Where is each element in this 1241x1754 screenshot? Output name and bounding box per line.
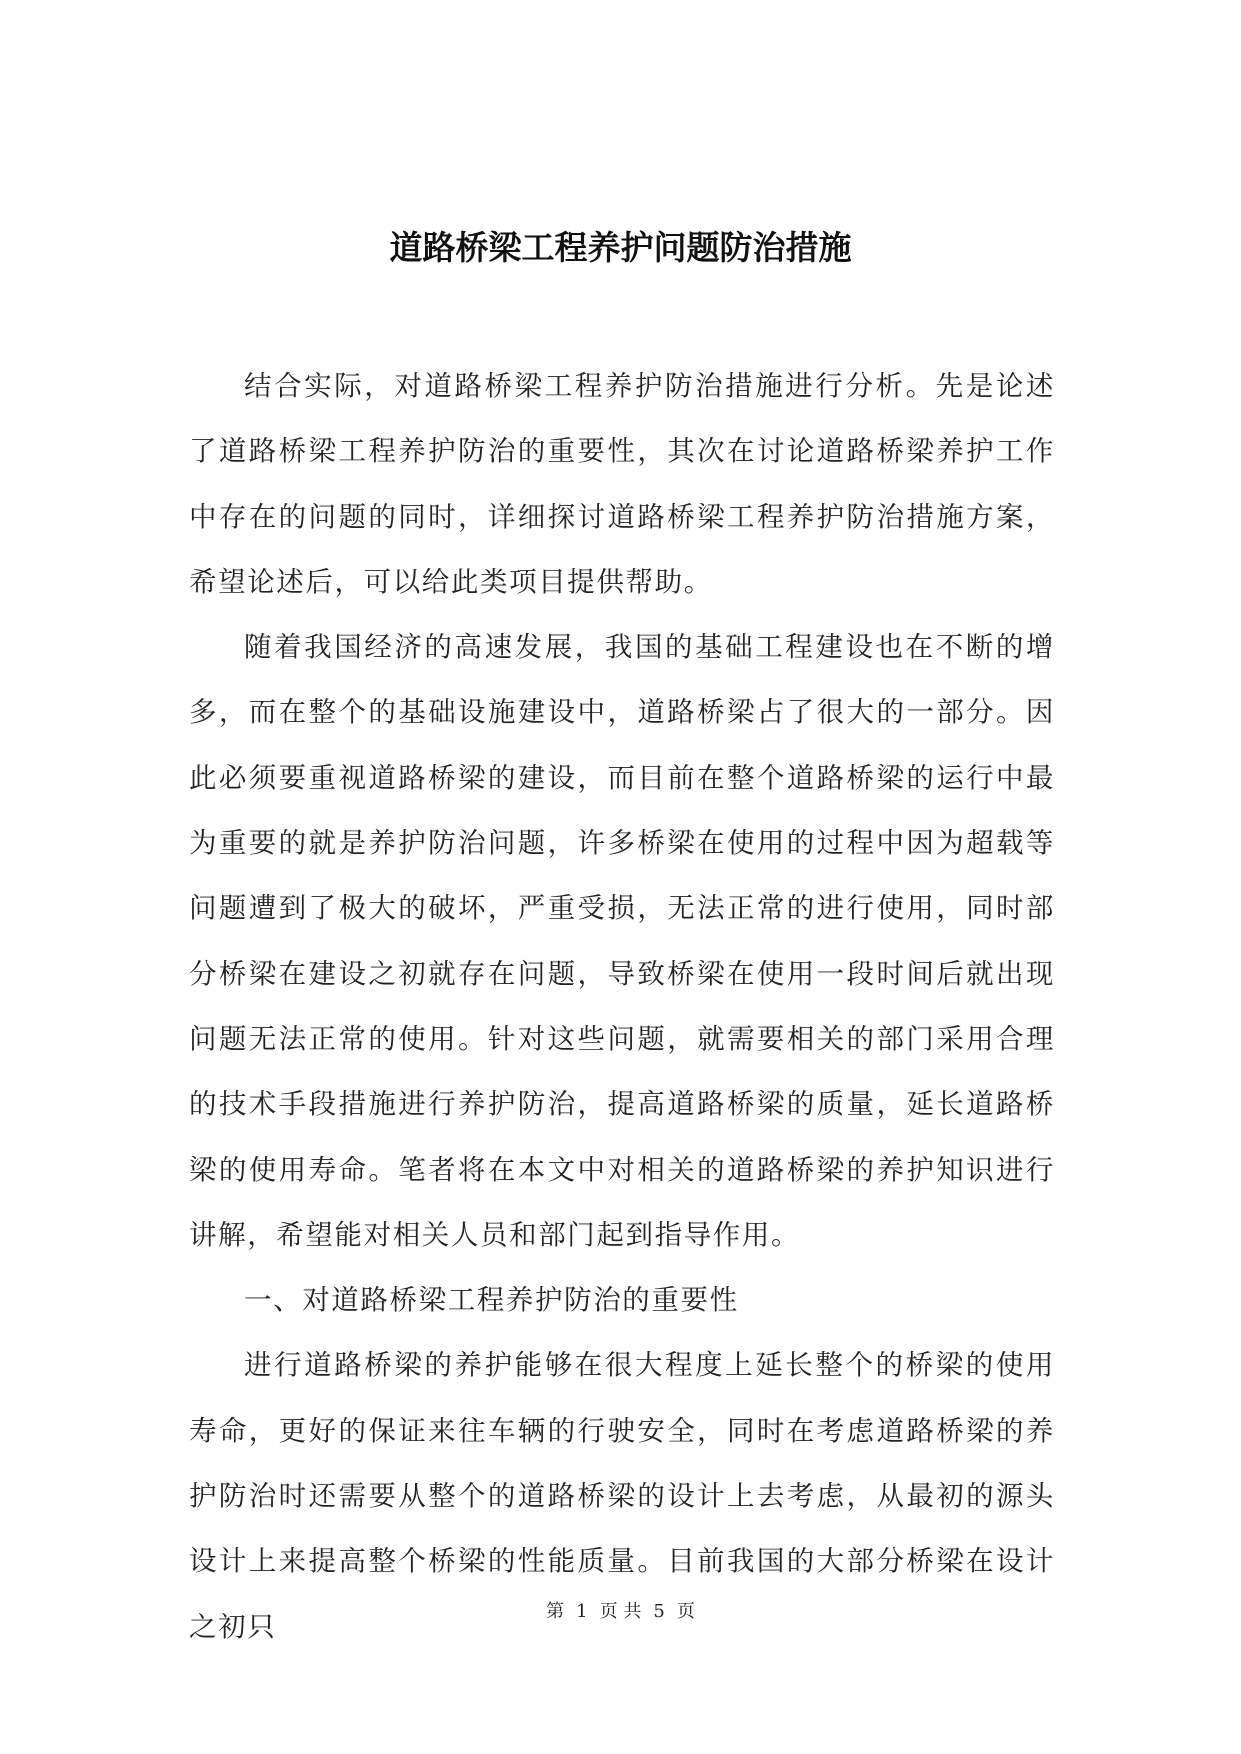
- page-footer: [0, 1600, 1241, 1624]
- section-heading: 一、对道路桥梁工程养护防治的重要性: [244, 1284, 739, 1317]
- paragraph-importance: 进行道路桥梁的养护能够在很大程度上延长整个的桥梁的使用寿命，更好的保证来往车辆的行驶安全，同时在考虑道路桥梁的养护防治时还需要从整个的道路桥梁的设计上去考虑，从最初的源头设计上来提高整个桥梁的性能质量。目前我国的大部分桥梁在设计之初只: [189, 1349, 1055, 1643]
- footer-middle: 页 共: [599, 1601, 642, 1622]
- document-title: 道路桥梁工程养护问题防治措施: [389, 228, 852, 267]
- paragraph-introduction: 随着我国经济的高速发展，我国的基础工程建设也在不断的增多，而在整个的基础设施建设中，道路桥梁占了很大的一部分。因此必须要重视道路桥梁的建设，而目前在整个道路桥梁的运行中最为重要的就是养护防治问题，许多桥梁在使用的过程中因为超载等问题遭到了极大的破坏，严重受损，无法正常的进行使用，同时部分桥梁在建设之初就存在问题，导致桥梁在使用一段时间后就出现问题无法正常的使用。针对这些问题，就需要相关的部门采用合理的技术手段措施进行养护防治，提高道路桥梁的质量，延长道路桥梁的使用寿命。笔者将在本文中对相关的道路桥梁的养护知识进行讲解，希望能对相关人员和部门起到指导作用。: [189, 631, 1055, 1251]
- paragraph-abstract: 结合实际，对道路桥梁工程养护防治措施进行分析。先是论述了道路桥梁工程养护防治的重要性，其次在讨论道路桥梁养护工作中存在的问题的同时，详细探讨道路桥梁工程养护防治措施方案，希望论述后，可以给此类项目提供帮助。: [189, 370, 1055, 598]
- document-body: [189, 354, 1055, 1660]
- footer-suffix: 页: [676, 1601, 695, 1622]
- footer-total-pages: 5: [653, 1601, 665, 1622]
- footer-current-page: 1: [576, 1601, 588, 1622]
- footer-prefix: 第: [546, 1601, 565, 1622]
